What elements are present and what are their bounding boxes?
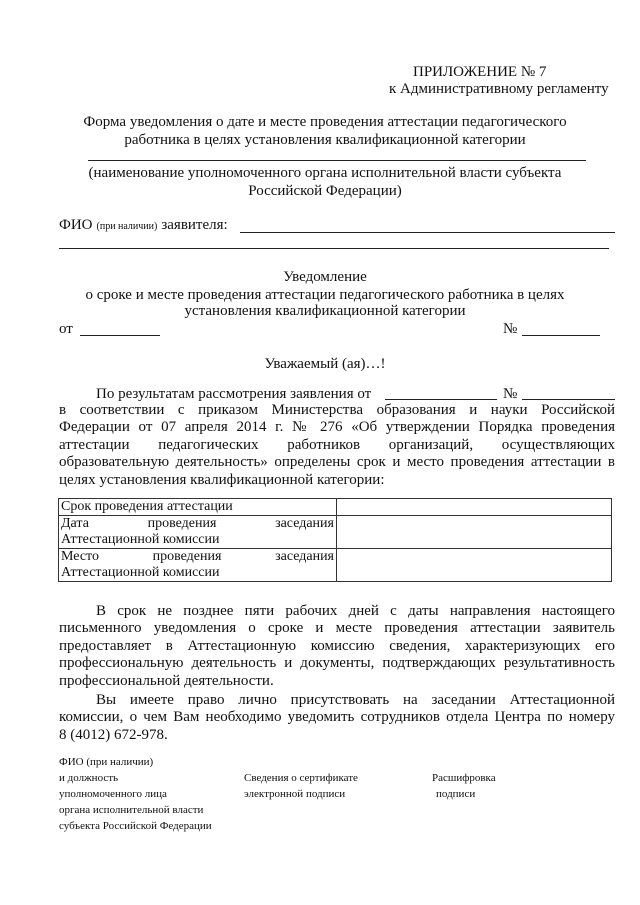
applicant-role: заявителя:	[161, 217, 228, 233]
applicant-label	[59, 216, 228, 234]
p1-line: образовательную деятельность» определены срок и место проведения аттестации в	[59, 454, 615, 471]
form-title-line1: Форма уведомления о дате и месте проведения аттестации педагогического	[83, 114, 567, 130]
table-cell-label	[59, 549, 337, 582]
greeting: Уважаемый (ая)…!	[264, 356, 386, 372]
p1-line: в соответствии с приказом Министерства образования и науки Российской	[59, 402, 615, 418]
signature-decoding-line: подписи	[436, 788, 476, 800]
applicant-field[interactable]	[240, 232, 615, 233]
signature-decoding	[432, 771, 496, 801]
p1-line: целях установления квалификационной категории:	[59, 471, 385, 488]
p1-line: аттестации педагогических работников организаций, осуществляющих	[59, 436, 615, 453]
signature-official	[59, 755, 212, 833]
notice-number-label: №	[503, 321, 518, 337]
attestation-table	[58, 498, 612, 582]
signature-official-line: субъекта Российской Федерации	[59, 820, 212, 832]
signature-certificate-line: электронной подписи	[244, 788, 346, 800]
signature-official-line: ФИО (при наличии)	[59, 756, 154, 768]
p1-date-field[interactable]	[385, 399, 497, 400]
signature-certificate-line: Сведения о сертификате	[244, 772, 358, 784]
applicant-field-line2[interactable]	[59, 248, 609, 249]
paragraph-2	[59, 603, 615, 690]
signature-certificate	[244, 771, 358, 801]
p1-line: Федерации от 07 апреля 2014 г. № 276 «Об утверждении Порядка проведения	[59, 419, 615, 436]
paragraph-3	[59, 692, 615, 744]
notice-date-field[interactable]	[80, 335, 160, 336]
paragraph-1	[59, 402, 615, 489]
table-word: проведения	[152, 549, 222, 564]
table-word: проведения	[147, 516, 217, 531]
appendix-subtitle: к Административному регламенту	[389, 81, 609, 97]
notice-title: Уведомление	[283, 269, 367, 285]
p3-line: 8 (4012) 672-978.	[59, 726, 168, 743]
authority-underline	[88, 160, 586, 161]
notice-number-field[interactable]	[522, 335, 600, 336]
table-cell-value[interactable]	[337, 516, 612, 549]
applicant-note: (при наличии)	[96, 221, 158, 232]
table-cell-line2: Аттестационной комиссии	[61, 565, 220, 580]
table-word: Дата	[61, 516, 89, 531]
p1-start: По результатам рассмотрения заявления от	[96, 386, 372, 402]
notice-line2: установления квалификационной категории	[184, 303, 466, 319]
notice-line1: о сроке и месте проведения аттестации педагогического работника в целях	[85, 287, 565, 303]
table-cell-value[interactable]	[337, 499, 612, 516]
p1-number-label: №	[503, 386, 518, 402]
table-cell-label: Срок проведения аттестации	[59, 499, 337, 516]
applicant-fio: ФИО	[59, 217, 93, 233]
p3-line: Вы имеете право лично присутствовать на заседании Аттестационной	[96, 692, 615, 708]
table-row	[59, 549, 612, 582]
signature-official-line: органа исполнительной власти	[59, 804, 204, 816]
table-word: Место	[61, 549, 99, 564]
p2-line: профессиональную деятельность и документы, подтверждающих результативность	[59, 655, 615, 672]
p2-line: В срок не позднее пяти рабочих дней с даты направления настоящего	[96, 603, 615, 619]
table-cell-value[interactable]	[337, 549, 612, 582]
table-word: заседания	[275, 516, 334, 531]
authority-line1: (наименование уполномоченного органа исполнительной власти субъекта	[88, 165, 562, 181]
signature-official-line: уполномоченного лица	[59, 788, 167, 800]
table-cell-label	[59, 516, 337, 549]
table-word: заседания	[275, 549, 334, 564]
appendix-title: ПРИЛОЖЕНИЕ № 7	[413, 64, 547, 80]
p2-line: письменного уведомления о сроке и месте проведения аттестации заявитель	[59, 620, 615, 637]
table-cell-line2: Аттестационной комиссии	[61, 532, 220, 547]
signature-decoding-line: Расшифровка	[432, 772, 496, 784]
form-title-line2: работника в целях установления квалификационной категории	[124, 132, 526, 148]
notice-from-label: от	[59, 321, 73, 337]
p2-line: профессиональной деятельности.	[59, 672, 274, 689]
p1-number-field[interactable]	[522, 399, 615, 400]
p3-line: комиссии, о чем Вам необходимо уведомить сотрудников отдела Центра по номеру	[59, 709, 615, 726]
authority-line2: Российской Федерации)	[248, 183, 402, 199]
table-row	[59, 499, 612, 516]
table-row	[59, 516, 612, 549]
signature-official-line: и должность	[59, 772, 119, 784]
p2-line: предоставляет в Аттестационную комиссию сведения, характеризующих его	[59, 637, 615, 654]
